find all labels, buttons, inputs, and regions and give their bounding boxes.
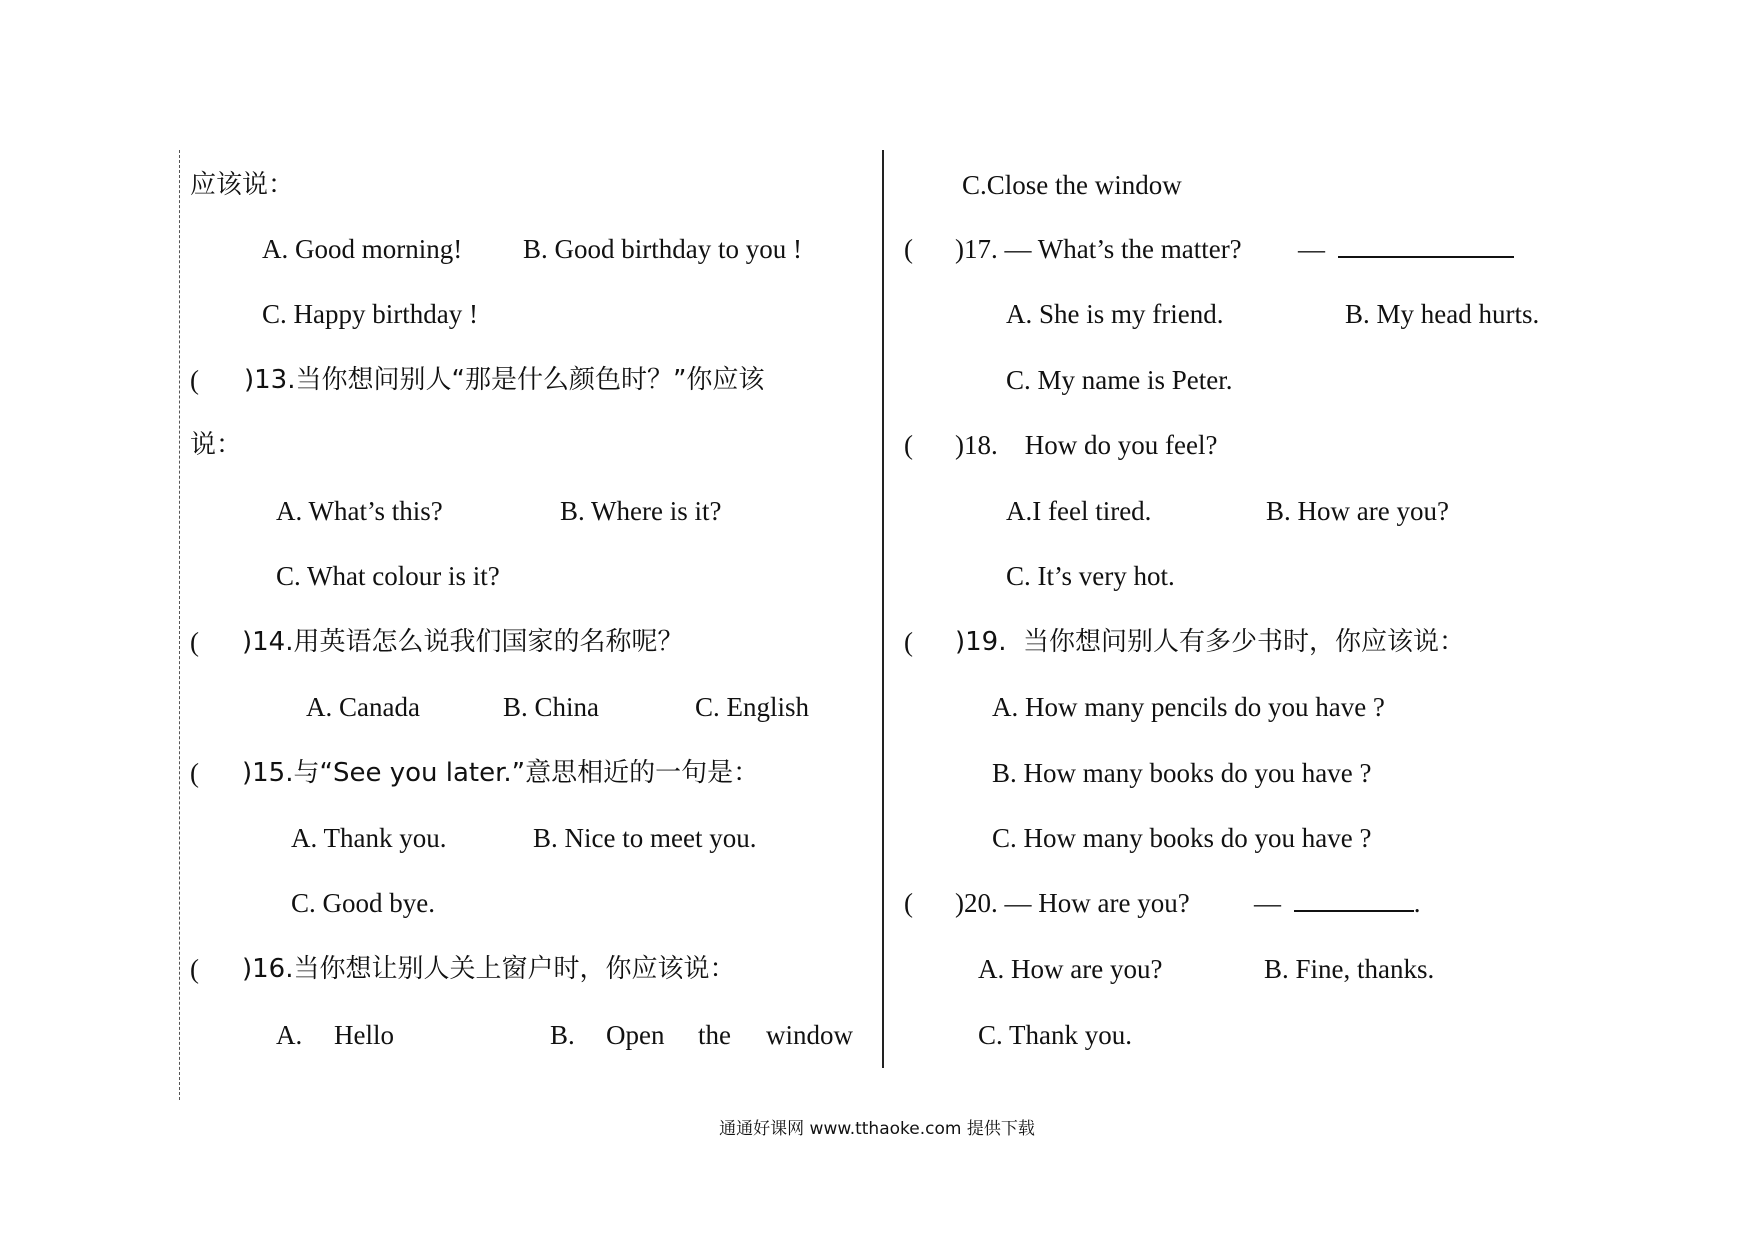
q16-option-a-text: Hello bbox=[334, 1020, 394, 1050]
q20-option-a: A. How are you? bbox=[978, 954, 1163, 984]
q14-option-b: B. China bbox=[503, 692, 600, 722]
q20-option-b: B. Fine, thanks. bbox=[1264, 954, 1435, 984]
q16-stem: )16.当你想让别人关上窗户时，你应该说： bbox=[242, 954, 736, 984]
q16-option-a-letter: A. bbox=[276, 1020, 303, 1050]
q18-option-a: A.I feel tired. bbox=[1006, 496, 1152, 526]
q14-option-a: A. Canada bbox=[306, 692, 420, 722]
q19-stem: )19. 当你想问别人有多少书时，你应该说： bbox=[955, 627, 1466, 657]
q20-response bbox=[1254, 886, 1421, 920]
q17-option-c: C. My name is Peter. bbox=[1006, 365, 1233, 395]
q16-answer-paren: ( bbox=[190, 954, 199, 984]
q15-stem: )15.与“See you later.”意思相近的一句是： bbox=[242, 758, 760, 788]
q15-option-c: C. Good bye. bbox=[291, 888, 435, 918]
column-divider-line bbox=[882, 150, 884, 1068]
q12-option-b: B. Good birthday to you ! bbox=[523, 234, 802, 264]
q14-stem: )14.用英语怎么说我们国家的名称呢？ bbox=[242, 627, 684, 657]
page-footer-source: 通通好课网 www.tthaoke.com 提供下载 bbox=[719, 1119, 1035, 1139]
q16-option-b-word-the: the bbox=[698, 1020, 731, 1050]
q15-answer-paren: ( bbox=[190, 758, 199, 788]
q16-option-b-word-window: window bbox=[766, 1020, 853, 1050]
q12-stem-tail: 应该说： bbox=[190, 170, 295, 200]
q20-answer-blank[interactable] bbox=[1294, 886, 1414, 912]
q17-response-dash bbox=[1298, 232, 1514, 266]
q13-option-a: A. What’s this? bbox=[276, 496, 443, 526]
q20-option-c: C. Thank you. bbox=[978, 1020, 1132, 1050]
q13-stem: )13.当你想问别人“那是什么颜色时？”你应该 bbox=[244, 365, 765, 395]
q15-option-a: A. Thank you. bbox=[291, 823, 447, 853]
q17-answer-blank[interactable] bbox=[1338, 232, 1514, 258]
q20-period: . bbox=[1413, 888, 1421, 918]
q17-option-b: B. My head hurts. bbox=[1345, 299, 1540, 329]
q17-answer-paren: ( bbox=[904, 234, 913, 264]
q13-option-b: B. Where is it? bbox=[560, 496, 722, 526]
q20-answer-paren: ( bbox=[904, 888, 913, 918]
binding-margin-dashed-line bbox=[179, 150, 180, 1100]
q16-option-b-word-open: Open bbox=[606, 1020, 665, 1050]
q16-option-b-letter: B. bbox=[550, 1020, 575, 1050]
q16-option-c: C.Close the window bbox=[962, 170, 1182, 200]
q13-stem-tail: 说： bbox=[190, 430, 243, 460]
q18-answer-paren: ( bbox=[904, 430, 913, 460]
q20-stem: )20. — How are you? bbox=[955, 888, 1190, 918]
q19-option-b: B. How many books do you have ? bbox=[992, 758, 1372, 788]
q14-option-c: C. English bbox=[695, 692, 810, 722]
q18-option-c: C. It’s very hot. bbox=[1006, 561, 1175, 591]
q19-option-c: C. How many books do you have ? bbox=[992, 823, 1372, 853]
q17-option-a: A. She is my friend. bbox=[1006, 299, 1224, 329]
q19-option-a: A. How many pencils do you have ? bbox=[992, 692, 1385, 722]
q13-option-c: C. What colour is it? bbox=[276, 561, 500, 591]
q14-answer-paren: ( bbox=[190, 627, 199, 657]
q12-option-c: C. Happy birthday ! bbox=[262, 299, 478, 329]
q20-dash-text: — bbox=[1254, 888, 1281, 918]
q17-dash-text: — bbox=[1298, 234, 1325, 264]
q13-answer-paren: ( bbox=[190, 365, 199, 395]
q12-option-a: A. Good morning! bbox=[262, 234, 463, 264]
q18-option-b: B. How are you? bbox=[1266, 496, 1449, 526]
q15-option-b: B. Nice to meet you. bbox=[533, 823, 757, 853]
q18-stem: )18. How do you feel? bbox=[955, 430, 1218, 460]
q19-answer-paren: ( bbox=[904, 627, 913, 657]
q17-stem: )17. — What’s the matter? bbox=[955, 234, 1242, 264]
